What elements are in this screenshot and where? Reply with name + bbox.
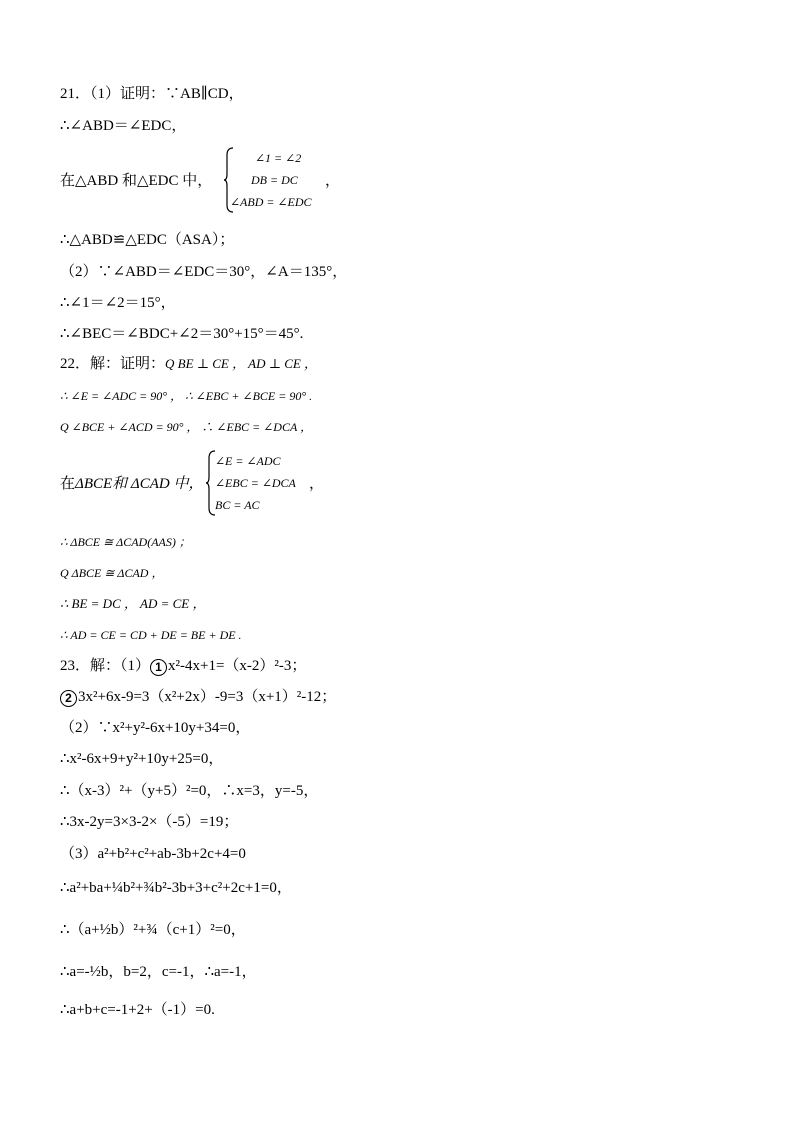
q23-line-1 xyxy=(60,657,306,676)
q21-line-1: 21．（1）证明：∵AB∥CD， xyxy=(60,86,244,102)
q23-line-1-text: x²-4x+1=（x-2）²-3； xyxy=(168,658,307,674)
q22-line-7: ∴ BE = DC ， AD = CE ， xyxy=(60,596,206,611)
q23-line-4: ∴x²-6x+9+y²+10y+25=0， xyxy=(60,751,224,767)
q23-line-2-text: 3x²+6x-9=3（x²+2x）-9=3（x+1）²-12； xyxy=(78,689,337,705)
q22-line-8: ∴ AD = CE = CD + DE = BE + DE . xyxy=(60,628,242,642)
q23-line-5: ∴（x-3）²+（y+5）²=0，∴x=3，y=-5， xyxy=(60,783,319,799)
q22-system-conditions xyxy=(215,450,296,516)
q23-line-1-head: 23．解：（1） xyxy=(60,658,151,674)
q23-line-11: ∴a+b+c=-1+2+（-1）=0. xyxy=(60,1002,215,1018)
q21-condition-3: ∠ABD = ∠EDC xyxy=(230,195,312,209)
q21-system-tail: ， xyxy=(325,173,341,189)
q22-line-1-head: 22．解：证明： xyxy=(60,356,166,372)
q21-condition-1: ∠1 = ∠2 xyxy=(255,151,302,165)
q22-line-2: ∴ ∠E = ∠ADC = 90° ， ∴ ∠EBC + ∠BCE = 90° . xyxy=(60,389,313,403)
q22-system-tail: ， xyxy=(309,476,325,492)
q22-line-1 xyxy=(60,355,317,373)
circled-number-1-icon: 1 xyxy=(150,659,167,676)
q22-line-1-math: Q BE ⊥ CE ， AD ⊥ CE ， xyxy=(165,356,318,371)
q23-line-3: （2）∵x²+y²-6x+10y+34=0， xyxy=(60,720,251,736)
q22-system xyxy=(60,450,360,516)
q22-line-3: Q ∠BCE + ∠ACD = 90° ， ∴ ∠EBC = ∠DCA ， xyxy=(60,420,313,434)
q21-system-conditions xyxy=(230,147,312,213)
q21-system xyxy=(60,147,360,213)
q21-condition-2: DB = DC xyxy=(251,173,298,187)
q22-condition-1: ∠E = ∠ADC xyxy=(215,454,281,468)
q21-line-5: （2）∵∠ABD＝∠EDC＝30°，∠A＝135°， xyxy=(60,264,348,280)
q21-line-7: ∴∠BEC＝∠BDC+∠2＝30°+15°＝45°. xyxy=(60,326,304,342)
q23-line-8: ∴a²+ba+¼b²+¾b²-3b+3+c²+2c+1=0， xyxy=(60,880,292,896)
q21-line-4: ∴△ABD≌△EDC（ASA）； xyxy=(60,232,235,248)
q22-line-5: ∴ ΔBCE ≅ ΔCAD(AAS) ； xyxy=(60,535,191,549)
circled-number-2-icon: 2 xyxy=(60,690,77,707)
q21-line-2: ∴∠ABD＝∠EDC， xyxy=(60,118,187,134)
q23-line-10: ∴a=-½b，b=2，c=-1，∴a=-1， xyxy=(60,964,257,980)
q22-system-prefix-text: 在 xyxy=(60,476,76,492)
q21-line-6: ∴∠1＝∠2＝15°， xyxy=(60,295,176,311)
q22-line-6: Q ΔBCE ≅ ΔCAD ， xyxy=(60,566,164,580)
q23-line-9: ∴（a+½b）²+¾（c+1）²=0， xyxy=(60,922,246,938)
q22-system-prefix-math: ΔBCE和 ΔCAD 中， xyxy=(75,476,204,492)
q23-line-2 xyxy=(60,688,336,707)
q23-line-7: （3）a²+b²+c²+ab-3b+2c+4=0 xyxy=(60,846,246,862)
q22-condition-3: BC = AC xyxy=(215,498,260,512)
q23-line-6: ∴3x-2y=3×3-2×（-5）=19； xyxy=(60,814,239,830)
q22-system-prefix xyxy=(60,475,203,493)
q21-system-prefix: 在△ABD 和△EDC 中， xyxy=(60,173,213,189)
q22-condition-2: ∠EBC = ∠DCA xyxy=(215,476,296,490)
